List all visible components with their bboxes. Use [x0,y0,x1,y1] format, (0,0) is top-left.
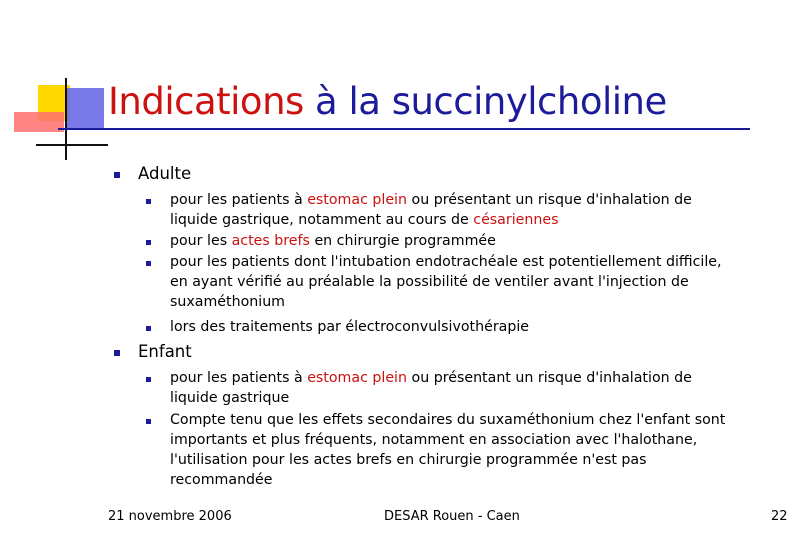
text: en chirurgie programmée [309,233,496,249]
bullet-square [146,377,151,382]
text-line: l'utilisation pour les actes brefs en chirurgie programmée n'est pas [170,452,647,468]
highlight-text: césariennes [473,212,559,228]
bullet-square [114,350,120,356]
text-line: Compte tenu que les effets secondaires du suxaméthonium chez l'enfant sont [170,412,726,428]
slide-title [108,80,667,123]
title-divider [58,128,750,130]
title-rest: à la succinylcholine [303,80,667,123]
title-highlight: Indications [108,80,304,123]
text: pour les patients à [170,192,308,208]
text-line: liquide gastrique [170,390,290,406]
decorative-logo [0,0,120,170]
blue-square [66,88,104,130]
footer-date: 21 novembre 2006 [108,509,232,524]
bullet-square [146,261,151,266]
highlight-text: actes brefs [231,233,310,249]
text: ou présentant un risque d'inhalation de [407,370,692,386]
section-heading-adulte: Adulte [138,164,192,183]
text-line: importants et plus fréquents, notamment en association avec l'halothane, [170,432,698,448]
text-line: en ayant vérifié au préalable la possibilité de ventiler avant l'injection de [170,274,689,290]
page-number: 22 [771,509,788,524]
list-item [170,190,785,230]
list-item [170,410,785,490]
text-line: recommandée [170,472,273,488]
text: pour les patients à [170,370,308,386]
highlight-text: estomac plein [307,370,407,386]
list-item [170,368,785,408]
list-item [170,317,785,337]
list-item [170,252,785,312]
text: ou présentant un risque d'inhalation de [407,192,692,208]
list-item [170,231,785,251]
text-line: pour les patients dont l'intubation endotrachéale est potentiellement difficile, [170,254,722,270]
highlight-text: estomac plein [307,192,407,208]
red-square [14,112,64,132]
bullet-square [146,240,151,245]
bullet-square [146,419,151,424]
footer-center: DESAR Rouen - Caen [384,509,520,524]
section-heading-enfant: Enfant [138,342,192,361]
bullet-square [146,326,151,331]
bullet-square [146,199,151,204]
text: pour les [170,233,232,249]
bullet-square [114,172,120,178]
text-line: suxaméthonium [170,294,286,310]
text-line: lors des traitements par électroconvulsivothérapie [170,319,530,335]
text: liquide gastrique, notamment au cours de [170,212,474,228]
